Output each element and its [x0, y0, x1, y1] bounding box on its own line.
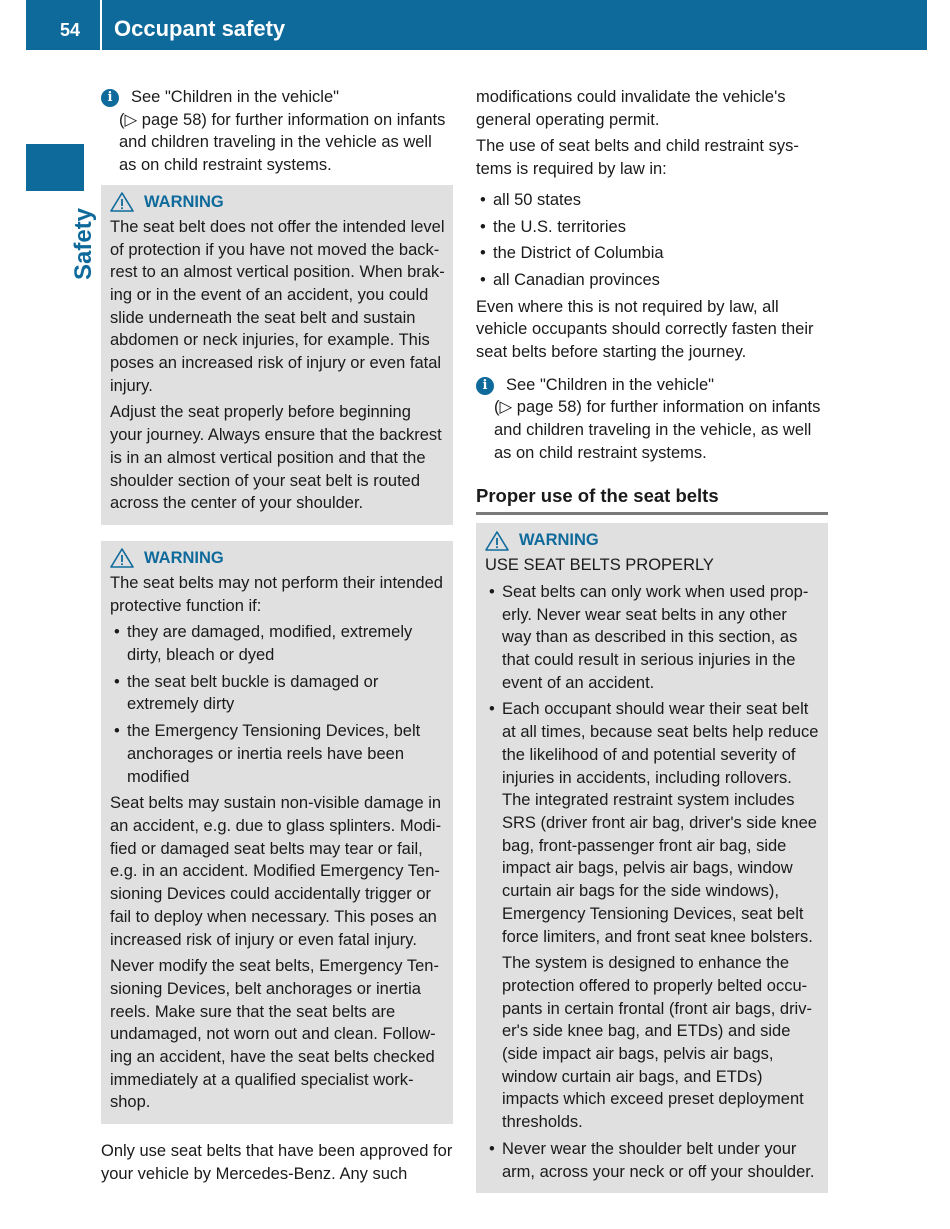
warning-triangle-icon: [110, 548, 134, 568]
info-note-first-line: See "Children in the vehicle": [506, 375, 714, 394]
info-note-first-line: See "Children in the vehicle": [131, 88, 339, 106]
warning-list: [485, 581, 820, 948]
page-title: Occupant safety: [114, 16, 286, 41]
info-icon: i: [101, 89, 119, 107]
left-column: [101, 86, 453, 1186]
list-item: • Seat belts can only work when used properly. Never wear seat belts in any other way than as described in this section, as that could result in serious injuries in the event of an accident.: [485, 581, 820, 695]
list-item: • the U.S. territories: [476, 216, 828, 239]
warning-list: [110, 621, 445, 788]
body-paragraph: The use of seat belts and child restraint systems is required by law in:: [476, 137, 799, 179]
warning-subheading: USE SEAT BELTS PROPERLY: [485, 556, 714, 575]
page-number: 54: [60, 20, 81, 40]
list-item: • all 50 states: [476, 189, 828, 212]
section-tab-marker: [26, 144, 84, 191]
warning-paragraph: Never modify the seat belts, Emergency Tensioning Devices, belt anchorages or inertia reels. Make sure that the seat belts are undamaged, not worn out and clean. Following an accident, have the seat belts checked immediately at a qualified specialist workshop.: [110, 957, 439, 1112]
right-column: [476, 86, 828, 1209]
list-item: • they are damaged, modified, extremely dirty, bleach or dyed: [110, 621, 445, 666]
list-item: • the Emergency Tensioning Devices, belt anchorages or inertia reels have been modified: [110, 720, 445, 788]
body-paragraph: Only use seat belts that have been approved for your vehicle by Mercedes-Benz. Any such: [101, 1142, 453, 1183]
body-paragraph: Even where this is not required by law, all vehicle occupants should correctly fasten their seat belts before starting the journey.: [476, 297, 814, 362]
list-item-continuation: The system is designed to enhance the protection offered to properly belted occupants in certain frontal (front air bags, driver's side knee bag, and ETDs) and side (side impact air bags, pelvis air bags, window curtain air bags, and ETDs) impacts which exceed preset deployment thresholds.: [502, 954, 812, 1132]
section-tab-label: Safety: [70, 207, 97, 280]
info-note-text: (▷ page 58) for further information on infants and children traveling in the vehicle as well as on child restraint systems.: [119, 110, 446, 175]
warning-paragraph: Seat belts may sustain non-visible damage in an accident, e.g. due to glass splinters. Modified or damaged seat belts may tear or fail, e.g. in an accident. Modified Emergency Tensioning Devices could accidentally trigger or fail to deploy when necessary. This poses an increased risk of injury or even fatal injury.: [110, 794, 442, 949]
list-item: • all Canadian provinces: [476, 269, 828, 292]
warning-label: WARNING: [519, 531, 599, 550]
list-item: • the seat belt buckle is damaged or extremely dirty: [110, 671, 445, 716]
body-paragraph: modifications could invalidate the vehicle's general operating permit.: [476, 88, 786, 129]
info-icon: i: [476, 377, 494, 395]
info-note-text: (▷ page 58) for further information on infants and children traveling in the vehicle, as well as on child restraint systems.: [494, 398, 821, 462]
warning-paragraph: Adjust the seat properly before beginning your journey. Always ensure that the backrest is in an almost vertical position and that the shoulder section of your seat belt is routed across the center of your shoulder.: [110, 403, 442, 513]
warning-box: [476, 523, 828, 1193]
warning-label: WARNING: [144, 192, 224, 211]
warning-triangle-icon: [110, 192, 134, 212]
warning-list: [485, 1138, 820, 1183]
info-note: [476, 374, 828, 465]
warning-box: [101, 541, 453, 1124]
warning-paragraph: The seat belts may not perform their intended protective function if:: [110, 573, 443, 615]
warning-label: WARNING: [144, 549, 224, 568]
warning-heading: [485, 527, 820, 554]
section-heading: Proper use of the seat belts: [476, 485, 828, 516]
warning-heading: [110, 189, 445, 216]
jurisdiction-list: [476, 189, 828, 292]
list-item-text: Each occupant should wear their seat belt at all times, because seat belts help reduce the likelihood of and potential severity of injuries in accidents, including rollovers. The integrated restraint system includes SRS (driver front air bag, driver's side knee bag, front-passenger front air bag, side impact air bags, pelvis air bags, window curtain air bags for the side windows), Emergency Tensioning Devices, seat belt force limiters, and front seat knee bolsters.: [502, 700, 819, 946]
list-item: [485, 698, 820, 948]
warning-heading: [110, 545, 445, 572]
list-item: • the District of Columbia: [476, 242, 828, 265]
header-divider: [100, 0, 102, 50]
info-note: [101, 86, 453, 177]
warning-paragraph: The seat belt does not offer the intended level of protection if you have not moved the backrest to an almost vertical position. When braking or in the event of an accident, you could slide underneath the seat belt and sustain abdomen or neck injuries, for example. This poses an increased risk of injury or even fatal injury.: [110, 217, 445, 395]
warning-triangle-icon: [485, 531, 509, 551]
list-item: • Never wear the shoulder belt under your arm, across your neck or off your shoulder.: [485, 1138, 820, 1183]
page-header: [26, 0, 927, 50]
warning-box: [101, 185, 453, 525]
